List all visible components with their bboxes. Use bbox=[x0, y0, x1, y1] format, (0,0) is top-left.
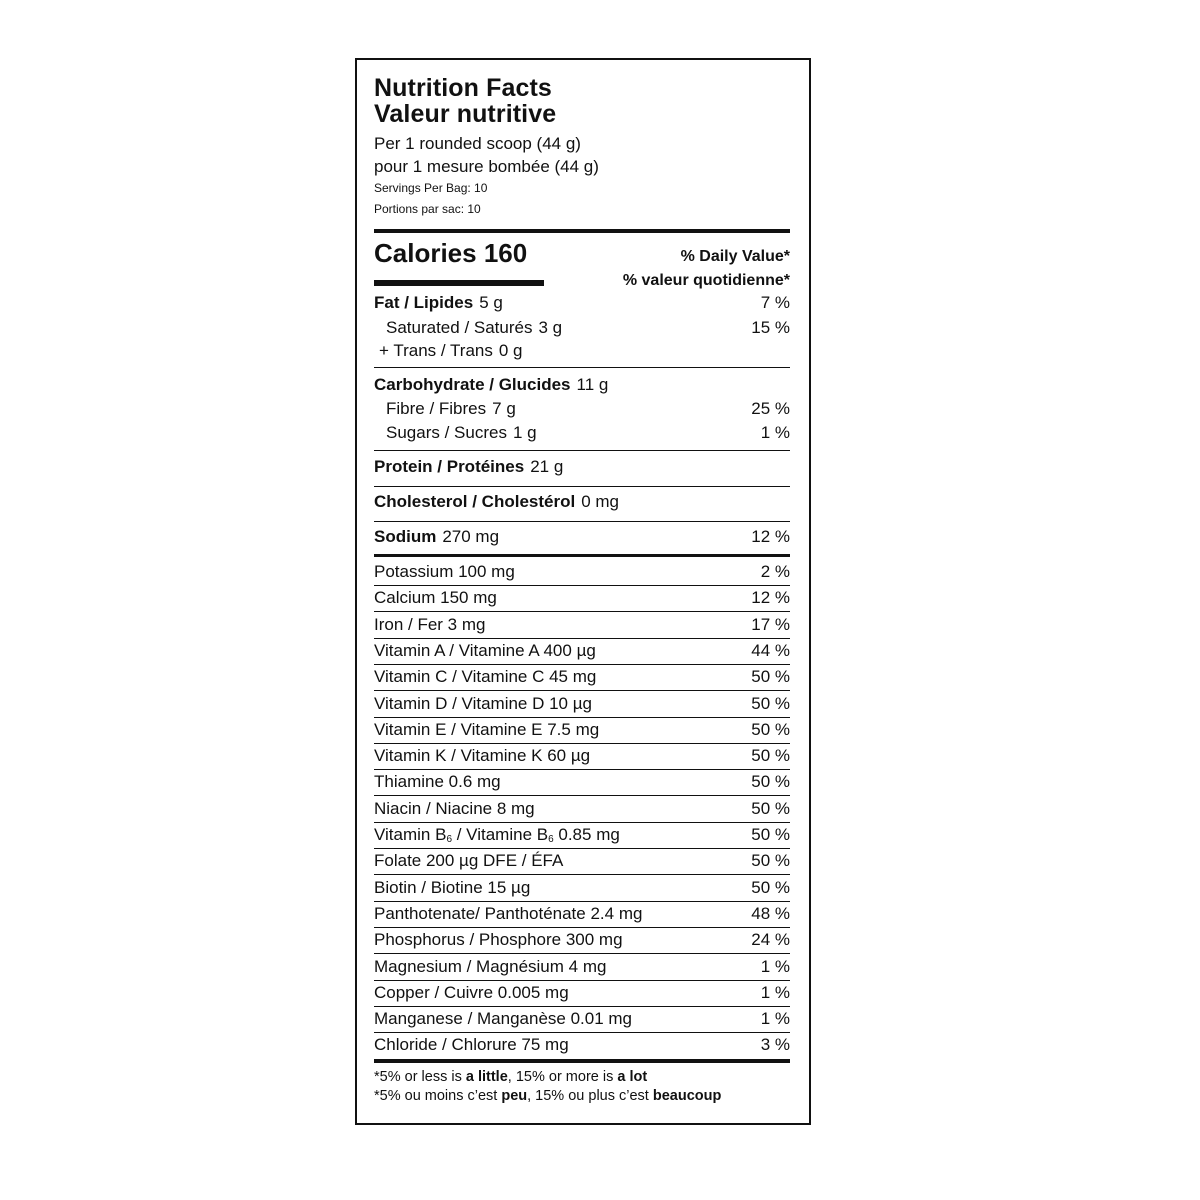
micronutrient-row bbox=[374, 1034, 790, 1056]
micronutrient-label: Vitamin C / Vitamine C 45 mg bbox=[374, 667, 597, 687]
servings-per-bag-en: Servings Per Bag: 10 bbox=[374, 181, 488, 195]
divider bbox=[374, 901, 790, 902]
footnote-en-lot: a lot bbox=[617, 1069, 648, 1086]
micronutrient-row bbox=[374, 640, 790, 662]
micronutrient-pct: 50 % bbox=[751, 825, 790, 844]
micronutrient-row bbox=[374, 666, 790, 688]
micronutrient-row bbox=[374, 850, 790, 872]
fibre-row bbox=[374, 398, 790, 420]
micronutrient-row bbox=[374, 824, 790, 846]
sugars-pct: 1 % bbox=[760, 423, 790, 442]
micronutrient-pct: 12 % bbox=[751, 588, 790, 608]
carbohydrate-amount: 11 g bbox=[576, 375, 609, 394]
divider bbox=[374, 822, 790, 823]
micronutrient-label: Calcium 150 mg bbox=[374, 588, 497, 608]
divider bbox=[374, 980, 790, 981]
divider bbox=[374, 848, 790, 849]
trans-amount: 0 g bbox=[498, 341, 523, 360]
divider bbox=[374, 611, 790, 612]
micronutrient-row bbox=[374, 719, 790, 741]
servings-per-bag-fr: Portions par sac: 10 bbox=[374, 202, 481, 216]
thick-divider bbox=[374, 229, 790, 233]
micronutrient-pct: 48 % bbox=[751, 903, 790, 923]
micronutrient-row bbox=[374, 1008, 790, 1030]
footnote-fr-text: , 15% ou plus c’est bbox=[527, 1088, 653, 1105]
sodium-row bbox=[374, 526, 790, 548]
footnote-en bbox=[374, 1068, 647, 1087]
micronutrient-row bbox=[374, 956, 790, 978]
micronutrient-label: Iron / Fer 3 mg bbox=[374, 614, 486, 634]
footnote-fr bbox=[374, 1087, 721, 1106]
micronutrient-row bbox=[374, 982, 790, 1004]
divider bbox=[374, 450, 790, 451]
micronutrient-label: Vitamin D / Vitamine D 10 µg bbox=[374, 693, 592, 713]
micronutrient-label: Niacin / Niacine 8 mg bbox=[374, 798, 535, 818]
footnote-en-text: *5% or less is bbox=[374, 1069, 466, 1086]
bottom-divider bbox=[374, 1059, 790, 1063]
medium-divider bbox=[374, 554, 790, 557]
title-en: Nutrition Facts bbox=[374, 74, 552, 102]
sugars-row bbox=[374, 422, 790, 444]
micronutrient-pct: 50 % bbox=[751, 851, 790, 871]
micronutrient-pct: 3 % bbox=[760, 1035, 790, 1055]
divider bbox=[374, 1032, 790, 1033]
footnote-fr-peu: peu bbox=[501, 1088, 528, 1105]
protein-row bbox=[374, 456, 790, 478]
fibre-amount: 7 g bbox=[492, 399, 516, 418]
micronutrient-label: Panthotenate/ Panthoténate 2.4 mg bbox=[374, 903, 643, 923]
micronutrient-label: Magnesium / Magnésium 4 mg bbox=[374, 956, 607, 976]
sodium-amount: 270 mg bbox=[442, 527, 500, 546]
divider bbox=[374, 585, 790, 586]
micronutrient-row bbox=[374, 903, 790, 925]
divider bbox=[374, 874, 790, 875]
micronutrient-label: Phosphorus / Phosphore 300 mg bbox=[374, 930, 623, 950]
micronutrient-label: Vitamin E / Vitamine E 7.5 mg bbox=[374, 719, 600, 739]
micronutrient-row bbox=[374, 561, 790, 583]
micronutrient-pct: 50 % bbox=[751, 693, 790, 713]
micronutrient-label: Potassium 100 mg bbox=[374, 562, 515, 581]
sodium-pct: 12 % bbox=[751, 527, 790, 546]
micronutrient-row bbox=[374, 614, 790, 636]
divider bbox=[374, 638, 790, 639]
nutrition-facts-panel bbox=[355, 58, 811, 1125]
footnote-fr-text: *5% ou moins c’est bbox=[374, 1088, 502, 1105]
micronutrient-pct: 50 % bbox=[751, 719, 790, 739]
fibre-label: Fibre / Fibres bbox=[386, 399, 487, 418]
saturated-amount: 3 g bbox=[538, 318, 563, 337]
fat-pct: 7 % bbox=[760, 293, 790, 312]
micronutrient-label: Vitamin A / Vitamine A 400 µg bbox=[374, 640, 596, 660]
footnote-fr-beaucoup: beaucoup bbox=[652, 1088, 722, 1105]
cholesterol-row bbox=[374, 491, 790, 513]
divider bbox=[374, 521, 790, 522]
micronutrient-pct: 50 % bbox=[751, 877, 790, 897]
divider bbox=[374, 743, 790, 744]
fat-amount: 5 g bbox=[479, 293, 503, 312]
divider bbox=[374, 769, 790, 770]
sugars-amount: 1 g bbox=[512, 423, 537, 442]
trans-row bbox=[374, 340, 790, 362]
divider bbox=[374, 690, 790, 691]
divider bbox=[374, 486, 790, 487]
micronutrient-pct: 50 % bbox=[751, 772, 790, 792]
micronutrient-row bbox=[374, 587, 790, 609]
micronutrient-pct: 50 % bbox=[751, 746, 790, 766]
cholesterol-amount: 0 mg bbox=[581, 492, 619, 511]
fibre-pct: 25 % bbox=[751, 399, 790, 418]
divider bbox=[374, 1006, 790, 1007]
protein-amount: 21 g bbox=[530, 457, 564, 476]
divider bbox=[374, 795, 790, 796]
micronutrient-row bbox=[374, 693, 790, 715]
divider bbox=[374, 717, 790, 718]
saturated-label: Saturated / Saturés bbox=[386, 318, 533, 337]
micronutrient-row bbox=[374, 877, 790, 899]
protein-label: Protein / Protéines bbox=[374, 457, 525, 476]
daily-value-heading-en: % Daily Value* bbox=[680, 248, 790, 265]
divider bbox=[374, 953, 790, 954]
micronutrient-pct: 44 % bbox=[751, 640, 790, 660]
micronutrient-label: Biotin / Biotine 15 µg bbox=[374, 877, 531, 897]
carbohydrate-row bbox=[374, 374, 790, 396]
fat-label: Fat / Lipides bbox=[374, 293, 474, 312]
micronutrient-label: Chloride / Chlorure 75 mg bbox=[374, 1035, 569, 1055]
micronutrient-label: Vitamin K / Vitamine K 60 µg bbox=[374, 746, 591, 766]
micronutrient-label: Manganese / Manganèse 0.01 mg bbox=[374, 1009, 633, 1029]
calories-label: Calories 160 bbox=[374, 238, 528, 268]
micronutrient-label: Copper / Cuivre 0.005 mg bbox=[374, 982, 569, 1002]
micronutrient-pct: 24 % bbox=[751, 930, 790, 950]
micronutrient-pct: 50 % bbox=[751, 667, 790, 687]
sugars-label: Sugars / Sucres bbox=[386, 423, 507, 442]
saturated-pct: 15 % bbox=[751, 318, 790, 337]
saturated-row bbox=[374, 317, 790, 339]
micronutrient-row bbox=[374, 771, 790, 793]
micronutrient-label: Thiamine 0.6 mg bbox=[374, 772, 501, 792]
trans-label: + Trans / Trans bbox=[379, 341, 493, 360]
micronutrient-label: Folate 200 µg DFE / ÉFA bbox=[374, 851, 564, 871]
footnote-en-little: a little bbox=[465, 1069, 508, 1086]
daily-value-heading-fr: % valeur quotidienne* bbox=[622, 272, 790, 289]
micronutrient-pct: 50 % bbox=[751, 798, 790, 818]
micronutrient-pct: 1 % bbox=[760, 1009, 790, 1029]
fat-row bbox=[374, 292, 790, 314]
divider bbox=[374, 927, 790, 928]
title-fr: Valeur nutritive bbox=[374, 100, 557, 128]
micronutrient-label: Vitamin $B_6$ / Vitamine $B_6$ 0.85 mg bbox=[374, 825, 620, 845]
micronutrient-row bbox=[374, 929, 790, 951]
footnote-en-text: , 15% or more is bbox=[507, 1069, 618, 1086]
micronutrient-pct: 1 % bbox=[760, 956, 790, 976]
carbohydrate-label: Carbohydrate / Glucides bbox=[374, 375, 571, 394]
sodium-label: Sodium bbox=[374, 527, 437, 546]
calories-underline bbox=[374, 280, 544, 286]
micronutrient-row bbox=[374, 745, 790, 767]
micronutrient-pct: 2 % bbox=[760, 562, 790, 581]
micronutrient-row bbox=[374, 798, 790, 820]
cholesterol-label: Cholesterol / Cholestérol bbox=[374, 492, 576, 511]
micronutrient-pct: 1 % bbox=[760, 982, 790, 1002]
divider bbox=[374, 664, 790, 665]
micronutrient-pct: 17 % bbox=[751, 614, 790, 634]
serving-size-fr: pour 1 mesure bombée (44 g) bbox=[374, 157, 599, 176]
serving-size-en: Per 1 rounded scoop (44 g) bbox=[374, 134, 581, 153]
divider bbox=[374, 367, 790, 368]
